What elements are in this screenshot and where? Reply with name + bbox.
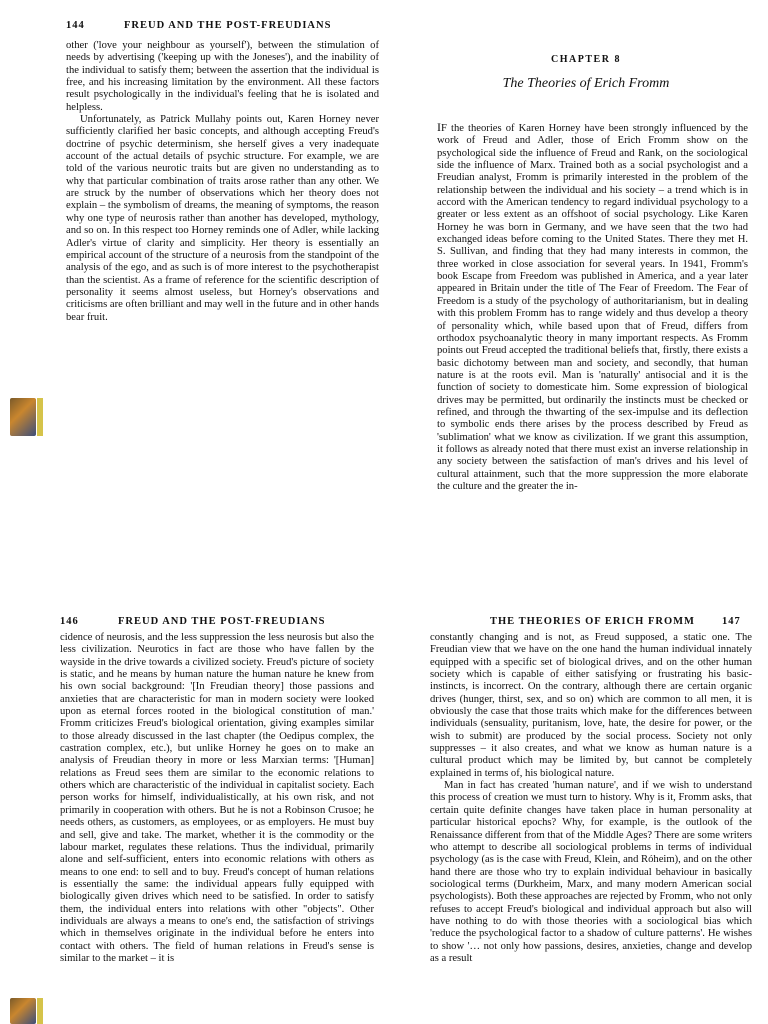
paragraph: other ('love your neighbour as yourself'), between the stimulation of needs by advertising ('keeping up with the Joneses'), and the inability of the individual to satisfy them; between the assertion that the individual is free, and his increasing limitation by the environment. All these factors result psychologically in the individual's feeling that he is isolated and helpless.: [66, 40, 379, 113]
thumbnail-image: [10, 398, 36, 436]
page-number: 144: [66, 20, 85, 31]
paragraph: cidence of neurosis, and the less suppression the less neurosis but also the less civilization. Neurotics in fact are those who have fallen by the wayside in the drive towards a civilized society. Freud's picture of society is static, and he means by human nature the human nature he knew from his own social background: '[In Freudian theory] those passions and anxieties that are characteristic for man in modern society were looked upon as eternal forces rooted in the biological constitution of man.' Fromm criticizes Freud's biological orientation, giving examples similar to those already discussed in the last chapter (the Oedipus complex, the castration complex, etc.), but unlike Horney he goes on to make an analysis of Freudian theory in more or less Marxian terms: '[Human] relations as Freud sees them are similar to the economic relations to others which are characteristic of the individual in capitalist society. Each person works for himself, individualistically, at his own risk, and not primarily in cooperation with others. But he is not a Robinson Crusoe; he needs others, as customers, as employees, or as employers. He must buy and sell, give and take. The market, whether it is the commodity or the labour market, regulates these relations. Thus the individual, primarily alone and self-sufficient, enters into economic relations with others as means to one end: to sell and to buy. Freud's concept of human relations is essentially the same: the individual appears fully equipped with biologically given drives which need to be satisfied. In order to satisfy them, the individual enters into relations with other "objects". Other individuals are always a means to one's end, the satisfaction of strivings which in themselves originate in the individual before he enters into contact with others. The field of human relations in Freud's sense is similar to the market – it is: [60, 632, 374, 964]
thumbnail-image: [10, 998, 36, 1024]
body-text: [66, 40, 379, 370]
paragraph: Unfortunately, as Patrick Mullahy points out, Karen Horney never sufficiently clarified her basic concepts, and although accepting Freud's doctrine of psychic determinism, she herself gives a very inadequate account of the actual details of psychic structure. For example, we are told of the various neurotic traits but are given no understanding as to why that particular combination of traits arose rather than any other. We are struck by the number of observations which her theory does not explain – the symbolism of dreams, the meaning of symptoms, the reason why one type of neurosis rather than another has developed, mythology, and so on. In this respect too Horney reminds one of Adler, while lacking Adler's virtue of clarity and simplicity. Her theory is essentially an empirical account of the structure of a neurosis from the standpoint of the analysis of the ego, and as such is of more interest to the psychotherapist than the scientist. As a frame of reference for the scientific description of personality it seems almost useless, but Horney's observations and criticisms are often brilliant and may well in the future and in other hands bear fruit.: [66, 114, 379, 323]
page-147: [384, 512, 768, 1024]
body-text: [430, 632, 752, 1024]
thumbnail-strip: [37, 998, 43, 1024]
chapter-label: CHAPTER 8: [551, 54, 621, 65]
body-text: [437, 121, 748, 507]
page-144: [0, 0, 384, 512]
running-head: THE THEORIES OF ERICH FROMM: [490, 616, 695, 627]
chapter-title: The Theories of Erich Fromm: [502, 76, 670, 91]
page-146: [0, 512, 384, 1024]
chapter-opening-page: [384, 0, 768, 512]
paragraph: constantly changing and is not, as Freud supposed, a static one. The Freudian view that we have on the one hand the human individual innately equipped with a specific set of biological drives, and on the other human society which is capable of either satisfying or frustrating his basic-instincts, is incorrect. On the contrary, although there are certain organic drives (hunger, thirst, sex, and so on) which are common to all men, it is obviously the case that those traits which make for the differences between individuals (sensuality, puritanism, love, hate, the desire for power, or the wish to submit) are produced by the social process. Society not only suppresses – it also creates, and what we know as human nature is a cultural product which may be limited by, but cannot be completely explained in terms of, his biological nature.: [430, 632, 752, 779]
page-number: 146: [60, 616, 79, 627]
page-number: 147: [722, 616, 741, 627]
body-text: [60, 632, 374, 1024]
running-head: FREUD AND THE POST-FREUDIANS: [118, 616, 326, 627]
running-head: FREUD AND THE POST-FREUDIANS: [124, 20, 332, 31]
paragraph: Man in fact has created 'human nature', and if we wish to understand this process of creation we must turn to history. Why is it, Fromm asks, that certain quite definite changes have taken place in human personality at particular historical epochs? Why, for example, is the outlook of the Renaissance different from that of the Middle Ages? There are some writers who attempt to describe all sociological problems in terms of individual psychology (as is the case with Freud, Klein, and Róheim), and on the other hand there are those who try to explain individual behaviour in basically sociological terms (Durkheim, Marx, and many modern American social psychologists). Both these approaches are rejected by Fromm, who not only refuses to accept Freud's biological and individual approach but also will have nothing to do with those theories with a sociological bias which 'reduce the psychological factor to a shadow of culture patterns'. He wishes to show '… not only how passions, desires, anxieties, change and develop as a result: [430, 780, 752, 964]
thumbnail-strip: [37, 398, 43, 436]
paragraph: IF the theories of Karen Horney have been strongly influenced by the work of Freud and Adler, those of Erich Fromm show on the psychological side the influence of Freud and Rank, on the sociological side the influence of Marx. Trained both as a social psychologist and a Freudian analyst, Fromm is primarily interested in the problem of the relationship between the individual and his society – a trend which is in accord with the American tendency to regard individual psychology to a greater or less extent as an offshoot of social psychology. Like Karen Horney he was born in Germany, and we have seen that the two had exchanged ideas before coming to the United States. There they met H. S. Sullivan, and finding that they had many interests in common, the three worked in close association for several years. In 1941, Fromm's book Escape from Freedom was published in America, and a year later appeared in Britain under the title of The Fear of Freedom. The Fear of Freedom is a study of the psychology of authoritarianism, but in dealing with this problem Fromm has to range widely and thus develop a theory of personality which, while based upon that of Freud, differs from orthodox psychoanalytic theory in many important respects. As Fromm points out Freud accepted the traditional beliefs that, firstly, there exists a basic dichotomy between man and society, and secondly, that human nature is at the roots evil. Man is 'naturally' antisocial and it is the function of society to domesticate him. Some expression of biological drives may be permitted, but ordinarily the instincts must be checked or refined, and through the thwarting of the sex-impulse and its deflection to symbolic ends there arises by the process described by Freud as 'sublimation' what we know as civilization. If we grant this assumption, it follows as already noted that there must exist an inverse relationship in any society between the satisfaction of man's drives and his level of cultural attainment, such that the more suppression the more elaborate the culture and the greater the in-: [437, 120, 748, 492]
